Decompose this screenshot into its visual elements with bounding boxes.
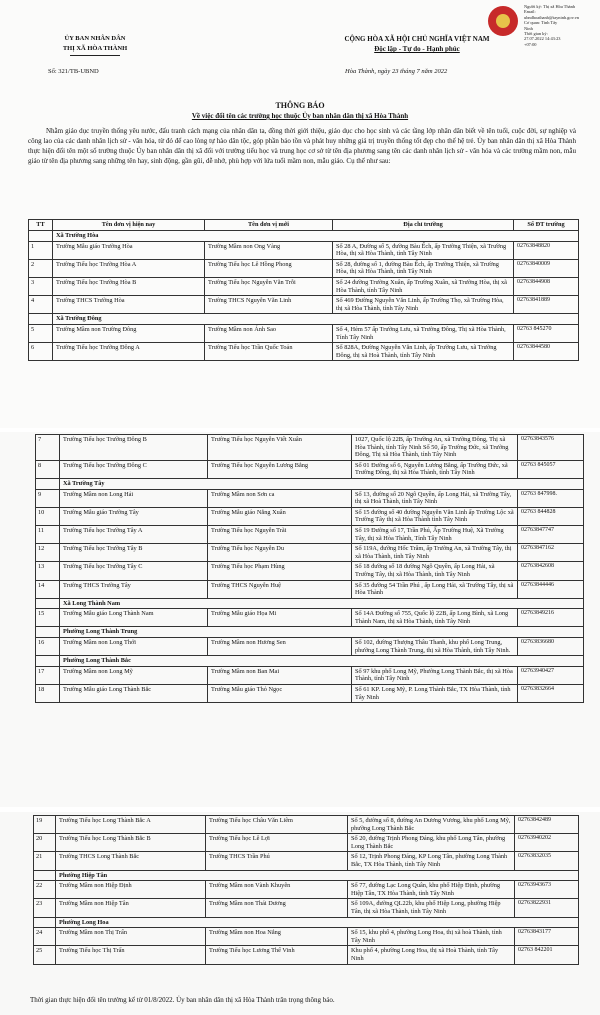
table-row [36,525,584,543]
school-address: Số 4, Hẻm 57 ấp Trường Lưu, xã Trường Đông, Thị xã Hòa Thành, Tỉnh Tây Ninh [333,324,514,342]
table-row [34,946,579,964]
new-school-name: Trường Mầm non Sơn ca [208,489,352,507]
new-school-name: Trường Tiểu học Nguyễn Du [208,544,352,562]
section-row [36,627,584,638]
school-phone: 02763849216 [518,609,584,627]
signature-line: Cơ quan: Tỉnh Tây [524,20,558,26]
school-phone: 02763848820 [514,241,579,259]
school-address: Số 119A, đường Hốc Trâm, ấp Trường An, xã Trường Tây, thị xã Hòa Thành, tỉnh Tây Ninh [352,544,518,562]
section-row [36,598,584,609]
school-address: Số 97 khu phố Long Mỹ, Phường Long Thành Bắc, thị xã Hòa Thành, tỉnh Tây Ninh [352,666,518,684]
row-number: 21 [34,852,56,870]
school-phone: 02763843177 [515,928,579,946]
section-tt-cell [29,314,53,325]
current-school-name: Trường Mẫu giáo Trường Tây [60,507,208,525]
section-tt-cell [36,598,60,609]
school-address: Số 469 Đường Nguyễn Văn Linh, ấp Trường Thọ, xã Trường Hòa, thị xã Hòa Thành, tỉnh Tây Ninh [333,296,514,314]
row-number: 19 [34,816,56,834]
school-address: Số 01 Đường số 6, Nguyễn Lương Bằng, ấp Trường Đức, xã Trường Đông, thị xã Hòa Thành, tỉnh Tây Ninh [352,460,518,478]
signature-line: +07:00 [524,41,537,47]
table-row [29,296,579,314]
table-row [36,609,584,627]
current-school-name: Trường Mầm non Thị Trấn [56,928,206,946]
new-school-name: Trường Tiểu học Châu Văn Liêm [206,816,348,834]
row-number: 23 [34,899,56,917]
row-number: 11 [36,525,60,543]
current-school-name: Trường THCS Trường Tây [60,580,208,598]
row-number: 6 [29,343,53,361]
section-row [29,314,579,325]
row-number: 2 [29,259,53,277]
section-name: Phường Long Thành Bắc [60,656,584,667]
school-phone: 02763832035 [515,852,579,870]
school-address: Số 15 đường số 40 đường Nguyễn Văn Linh ấp Trường Lộc xã Trường Tây thị xã Hòa Thành tỉnh Tây Ninh [352,507,518,525]
table-row [36,489,584,507]
current-school-name: Trường Mầm non Trường Đông [53,324,205,342]
section-row [29,231,579,242]
section-name: Phường Hiệp Tân [56,870,579,881]
table-row [34,881,579,899]
table-row [36,507,584,525]
new-school-name: Trường THCS Nguyễn Văn Linh [205,296,333,314]
school-phone: 02763847747 [518,525,584,543]
signature-line: 27.07.2022 14:43:23 [524,36,561,42]
state-emblem-seal-icon [488,6,518,36]
table-row [29,324,579,342]
schools-table-part-3 [33,815,579,965]
row-number: 4 [29,296,53,314]
school-phone: 02763 845057 [518,460,584,478]
school-phone: 02763836680 [518,638,584,656]
document-subtitle-text: Về việc đổi tên các trường học thuộc Ủy ban nhân dân thị xã Hòa Thành [191,112,409,120]
row-number: 1 [29,241,53,259]
current-school-name: Trường Mầm non Hiệp Tân [56,899,206,917]
table-row [34,816,579,834]
current-school-name: Trường Mầm non Long Thới [60,638,208,656]
row-number: 13 [36,562,60,580]
school-phone: 02763940202 [515,834,579,852]
new-school-name: Trường Mầm non Hương Sen [208,638,352,656]
school-phone: 02763844580 [514,343,579,361]
new-school-name: Trường Mầm non Hoa Nắng [206,928,348,946]
row-number: 3 [29,277,53,295]
row-number: 9 [36,489,60,507]
table-row [36,562,584,580]
school-address: Số 24 đường Trường Xuân, ấp Trường Xuân, xã Trường Hòa, thị xã Hòa Thành, tỉnh Tây Ninh [333,277,514,295]
document-page-1 [0,0,600,428]
document-page-2 [0,432,600,807]
current-school-name: Trường Mầm non Long Mỹ [60,666,208,684]
table-row [36,460,584,478]
new-school-name: Trường Tiểu học Trần Quốc Toản [205,343,333,361]
current-school-name: Trường Tiểu học Trường Hòa A [53,259,205,277]
school-phone: 02763841889 [514,296,579,314]
new-school-name: Trường Tiểu học Phạm Hùng [208,562,352,580]
section-name: Xã Trường Tây [60,478,584,489]
row-number: 16 [36,638,60,656]
school-phone: 02763822931 [515,899,579,917]
current-school-name: Trường THCS Long Thành Bắc [56,852,206,870]
school-address: Số 77, đường Lạc Long Quân, khu phố Hiệp Định, phường Hiệp Tân, TX Hòa Thành, tỉnh Tây Ninh [348,881,515,899]
current-school-name: Trường Tiểu học Trường Đông B [60,435,208,461]
table-row [36,580,584,598]
new-school-name: Trường Mẫu giáo Thỏ Ngọc [208,685,352,703]
current-school-name: Trường Mẫu giáo Trường Hòa [53,241,205,259]
current-school-name: Trường Tiểu học Trường Tây A [60,525,208,543]
school-phone: 02763844908 [514,277,579,295]
new-school-name: Trường Mẫu giáo Họa Mi [208,609,352,627]
agency-underline [70,55,120,56]
table-row [29,241,579,259]
new-school-name: Trường Tiểu học Lê Hồng Phong [205,259,333,277]
row-number: 24 [34,928,56,946]
new-school-name: Trường Tiểu học Nguyễn Viết Xuân [208,435,352,461]
school-address: Khu phố 4, phường Long Hoa, thị xã Hoà Thành, tỉnh Tây Ninh [348,946,515,964]
current-school-name: Trường Tiểu học Trường Hòa B [53,277,205,295]
school-address: Số 28, đường số 1, đường Bàu Ếch, ấp Trường Thiện, xã Trường Hòa, thị xã Hòa Thành, tỉnh Tây Ninh [333,259,514,277]
new-school-name: Trường Mầm non Ban Mai [208,666,352,684]
document-number: Số: 321/TB-UBND [48,68,99,75]
section-row [34,870,579,881]
school-phone: 02763843576 [518,435,584,461]
row-number: 20 [34,834,56,852]
current-school-name: Trường Tiểu học Long Thành Bắc B [56,834,206,852]
section-tt-cell [36,656,60,667]
section-name: Xã Trường Đông [53,314,579,325]
row-number: 12 [36,544,60,562]
signature-line: Người ký: Thị xã Hòa Thành [524,4,576,9]
row-number: 15 [36,609,60,627]
document-title: THÔNG BÁO [275,101,325,110]
table-row [36,638,584,656]
section-row [36,656,584,667]
new-school-name: Trường Tiểu học Lê Lợi [206,834,348,852]
document-subtitle [0,112,600,120]
school-address: Số 15, khu phố 4, phường Long Hoa, thị xã hoà Thành, tỉnh Tây Ninh [348,928,515,946]
table-row [34,834,579,852]
school-address: Số 61 KP. Long Mỹ, P. Long Thành Bắc, TX Hòa Thành, tỉnh Tây Ninh [352,685,518,703]
school-address: Số 14A Đường số 755, Quốc lộ 22B, ấp Long Bình, xã Long Thành Nam, thị xã Hòa Thành, tỉnh Tây Ninh [352,609,518,627]
section-tt-cell [34,917,56,928]
section-name: Phường Long Thành Trung [60,627,584,638]
agency-line-1: ỦY BAN NHÂN DÂN [64,35,126,42]
national-motto: Độc lập - Tự do - Hạnh phúc [374,45,460,53]
new-school-name: Trường Mầm non Ong Vàng [205,241,333,259]
section-tt-cell [36,627,60,638]
new-school-name: Trường THCS Nguyễn Huệ [208,580,352,598]
school-phone: 02763940427 [518,666,584,684]
school-phone: 02763847162 [518,544,584,562]
table-row [29,343,579,361]
school-phone: 02763 847998. [518,489,584,507]
school-address: 1027, Quốc lộ 22B, ấp Trường An, xã Trường Đông, Thị xã Hòa Thành, tỉnh Tây Ninh Số 50, ấp Trường Đức, xã Trường Đông, Thị xã Hòa Thành, tỉnh Tây Ninh [352,435,518,461]
school-phone: 02763 842201 [515,946,579,964]
signature-line: ubndhoathanh@tayninh.gov.vn [524,14,579,20]
school-address: Số 19 Đường số 17, Trần Phú, Ấp Trường Huệ, Xã Trường Tây, thị xã Hòa Thành, Tỉnh Tây Ninh [352,525,518,543]
school-phone: 02763943673 [515,881,579,899]
section-tt-cell [36,478,60,489]
table-row [36,685,584,703]
col-header-current-name: Tên đơn vị hiện nay [53,220,205,231]
table-row [29,277,579,295]
country-name: CỘNG HÒA XÃ HỘI CHỦ NGHĨA VIỆT NAM [344,35,490,43]
current-school-name: Trường Tiểu học Thị Trấn [56,946,206,964]
current-school-name: Trường Tiểu học Trường Đông A [53,343,205,361]
section-row [36,478,584,489]
school-address: Số 828A, Đường Nguyễn Văn Linh, ấp Trường Lưu, xã Trường Đông, thị xã Hoà Thành, tỉnh Tây Ninh [333,343,514,361]
school-address: Số 18 đường số 18 đường Ngô Quyền, ấp Long Hải, xã Trường Tây, thị xã Hòa Thành, tỉnh Tây Ninh [352,562,518,580]
new-school-name: Trường Tiểu học Lương Thế Vinh [206,946,348,964]
table-header-row [29,220,579,231]
issuing-agency [30,34,160,56]
school-address: Số 20, đường Trịnh Phong Đáng, khu phố Long Tân, phường Long Thành Bắc [348,834,515,852]
section-tt-cell [34,870,56,881]
new-school-name: Trường Tiểu học Nguyễn Lương Bằng [208,460,352,478]
table-row [36,435,584,461]
school-address: Số 5, đường số 8, đường An Dương Vương, khu phố Long Mỹ, phường Long Thành Bắc [348,816,515,834]
new-school-name: Trường Tiểu học Nguyễn Trãi [208,525,352,543]
row-number: 5 [29,324,53,342]
school-phone: 02763 845270 [514,324,579,342]
row-number: 10 [36,507,60,525]
school-address: Số 12, Trịnh Phong Đáng, KP Long Tân, phường Long Thành Bắc, TX Hòa Thành, tỉnh Tây Ninh [348,852,515,870]
signature-line: Ninh [524,25,533,31]
row-number: 8 [36,460,60,478]
col-header-tt: TT [29,220,53,231]
school-phone: 02763842489 [515,816,579,834]
current-school-name: Trường Mẫu giáo Long Thành Nam [60,609,208,627]
current-school-name: Trường Tiểu học Long Thành Bắc A [56,816,206,834]
table-row [34,899,579,917]
new-school-name: Trường Tiểu học Nguyễn Văn Trỗi [205,277,333,295]
place-date: Hòa Thành, ngày 23 tháng 7 năm 2022 [345,68,448,75]
agency-line-2: THỊ XÃ HÒA THÀNH [62,45,128,52]
new-school-name: Trường Mẫu giáo Nắng Xuân [208,507,352,525]
schools-table-part-2 [35,434,584,703]
row-number: 25 [34,946,56,964]
table-row [34,928,579,946]
school-address: Số 109A, đường QL22b, khu phố Hiệp Long, phường Hiệp Tân, thị xã Hòa Thành, tỉnh Tây Ninh [348,899,515,917]
current-school-name: Trường Mầm non Hiệp Định [56,881,206,899]
new-school-name: Trường Mầm non Ánh Sao [205,324,333,342]
row-number: 22 [34,881,56,899]
school-phone: 02763832664 [518,685,584,703]
row-number: 14 [36,580,60,598]
document-page-3 [0,812,600,1015]
intro-paragraph: Nhằm giáo dục truyền thống yêu nước, đấu tranh cách mạng của nhân dân ta, đồng thời giới thiệu, giáo dục cho học sinh và các tầng lớp nhân dân biết về tên tuổi, cuộc đời, sự nghiệp và công lao của các danh nhân lịch sử - văn hóa, từ đó để cao lòng tự hào dân tộc, góp phần bảo tồn và phát huy những giá trị truyền thống tốt đẹp cho thế hệ trẻ. Ủy ban nhân dân thị xã Hòa Thành thực hiện đổi tên một số trường thuộc Ủy ban nhân dân thị xã đổi với trường tiểu học và trung học cơ sở từ tên địa phương sang tên các danh nhân lịch sử - văn hóa và các trường mầm non, mẫu giáo từ tên địa phương sang những tên hay, sinh động, gần gũi, dễ nhớ, phù hợp với lứa tuổi mầm non, mẫu giáo. Cụ thể như sau: [28,127,576,165]
current-school-name: Trường Tiểu học Trường Tây B [60,544,208,562]
section-name: Phường Long Hoa [56,917,579,928]
table-row [34,852,579,870]
col-header-phone: Số ĐT trường [514,220,579,231]
national-header [282,34,552,54]
table-row [36,666,584,684]
school-phone: 02763844446 [518,580,584,598]
digital-signature-info [524,4,598,47]
col-header-address: Địa chỉ trường [333,220,514,231]
table-row [36,544,584,562]
current-school-name: Trường Tiểu học Trường Tây C [60,562,208,580]
school-address: Số 35 đường 54 Trần Phú , ấp Long Hải, xã Trường Tây, thị xã Hòa Thành [352,580,518,598]
section-name: Xã Long Thành Nam [60,598,584,609]
table-row [29,259,579,277]
signature-line: Email: [524,9,536,15]
new-school-name: Trường Mầm non Thái Dương [206,899,348,917]
row-number: 17 [36,666,60,684]
school-address: Số 102, đường Thượng Thâu Thanh, khu phố Long Trung, phường Long Thành Trung, thị xã Hòa Thành, tỉnh Tây Ninh. [352,638,518,656]
row-number: 18 [36,685,60,703]
schools-table-part-1 [28,219,579,361]
new-school-name: Trường THCS Trần Phú [206,852,348,870]
section-tt-cell [29,231,53,242]
new-school-name: Trường Mầm non Vành Khuyên [206,881,348,899]
signature-line: Thời gian ký: [524,31,548,37]
closing-note: Thời gian thực hiện đổi tên trường kể từ 01/8/2022. Ủy ban nhân dân thị xã Hòa Thành trân trọng thông báo. [30,996,335,1004]
school-phone: 02763840009 [514,259,579,277]
current-school-name: Trường THCS Trường Hòa [53,296,205,314]
school-address: Số 13, đường số 20 Ngô Quyền, ấp Long Hải, xã Trường Tây, thị xã Hoà Thành, tỉnh Tây Ninh [352,489,518,507]
current-school-name: Trường Mẫu giáo Long Thành Bắc [60,685,208,703]
current-school-name: Trường Mầm non Long Hải [60,489,208,507]
col-header-new-name: Tên đơn vị mới [205,220,333,231]
school-phone: 02763842608 [518,562,584,580]
section-name: Xã Trường Hòa [53,231,579,242]
current-school-name: Trường Tiểu học Trường Đông C [60,460,208,478]
row-number: 7 [36,435,60,461]
school-address: Số 28 A, Đường số 5, đường Bàu Ếch, ấp Trường Thiện, xã Trường Hòa, thị xã Hòa Thành, tỉnh Tây Ninh [333,241,514,259]
section-row [34,917,579,928]
school-phone: 02763 844828 [518,507,584,525]
